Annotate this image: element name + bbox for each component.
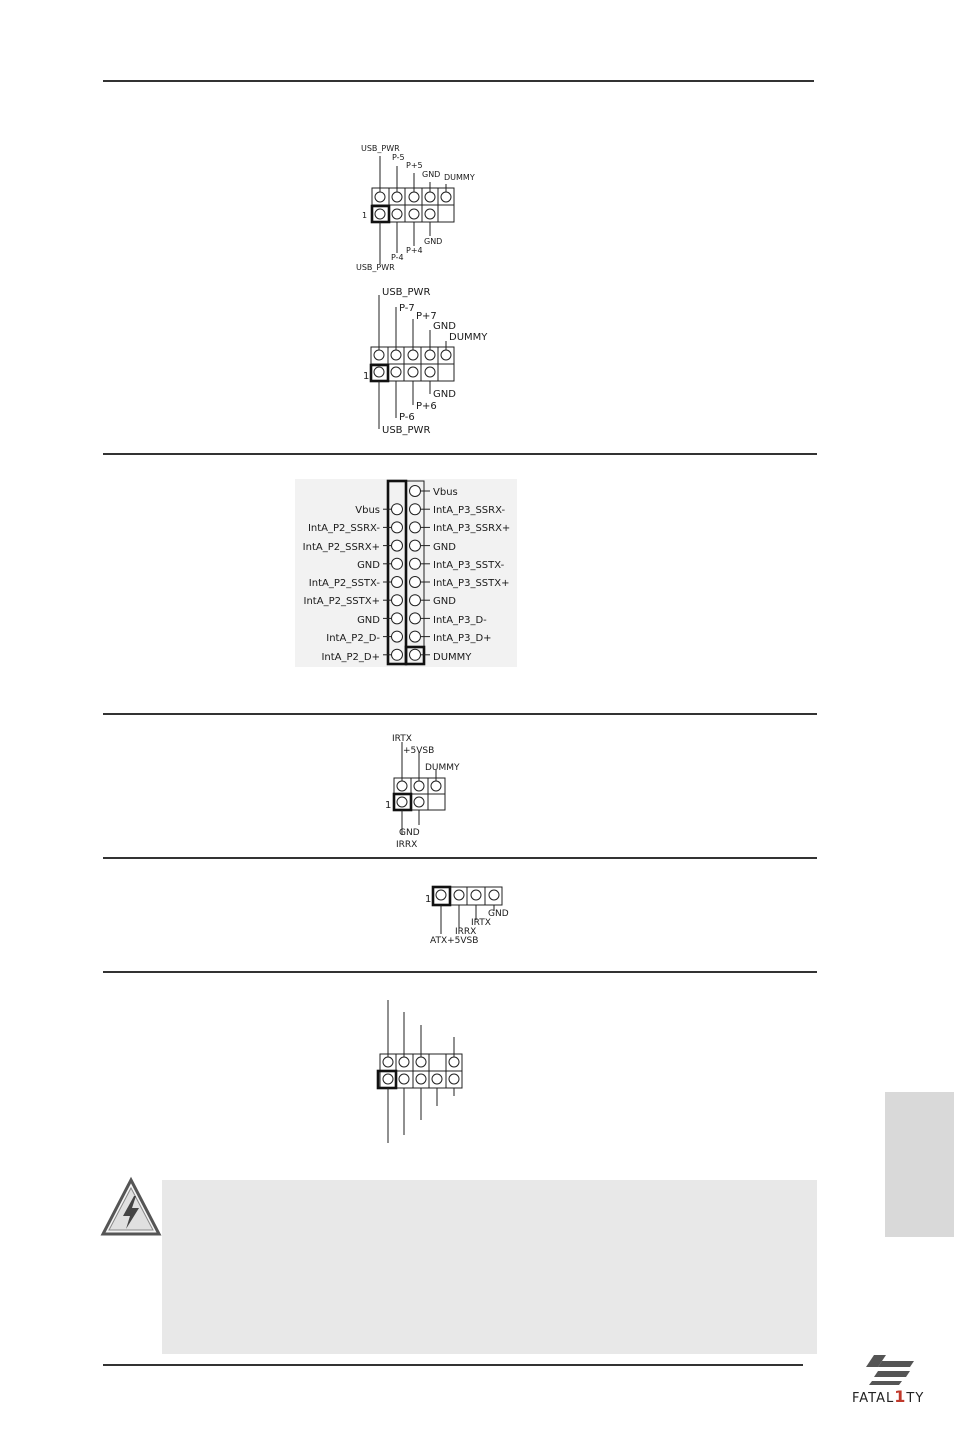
usb2-1-pin1-label: 1 <box>362 211 368 220</box>
usb3-left-pin <box>392 504 403 515</box>
usb3-right-pin <box>410 558 421 569</box>
fatal1ty-logo <box>852 1351 934 1409</box>
usb2-header-1-diagram <box>350 140 490 275</box>
usb2-1-bottom-label: P-4 <box>391 253 404 262</box>
bottom-rule <box>103 1364 803 1366</box>
usb3-left-pin <box>392 558 403 569</box>
usb3-right-pin <box>410 540 421 551</box>
usb3-right-label: GND <box>433 596 456 607</box>
section-divider-3 <box>103 857 817 859</box>
section-divider-4 <box>103 971 817 973</box>
usb3-right-pin <box>410 595 421 606</box>
usb3-right-label: IntA_P3_SSTX- <box>433 560 505 571</box>
cir-label: ATX+5VSB <box>430 936 479 946</box>
ir-header-diagram <box>383 730 483 852</box>
ir-top-label: +5VSB <box>403 746 435 756</box>
usb3-right-pin <box>410 522 421 533</box>
usb2-1-top-label: DUMMY <box>444 173 475 182</box>
usb3-left-label: IntA_P2_SSTX+ <box>303 596 380 607</box>
cir-pin1-label: 1 <box>425 894 432 905</box>
usb3-header-diagram <box>295 479 517 667</box>
usb2-1-top-label: P+5 <box>406 161 423 170</box>
usb2-1-bottom-label: P+4 <box>406 246 423 255</box>
logo-text-a: FATAL <box>852 1391 895 1406</box>
usb2-2-top-label: P+7 <box>416 311 437 322</box>
usb2-1-top-label: P-5 <box>392 153 405 162</box>
usb2-2-top-label: GND <box>433 321 456 332</box>
usb2-2-bottom-label: P-6 <box>399 412 415 423</box>
usb2-2-pin1-label: 1 <box>363 371 370 382</box>
usb3-right-pin <box>410 486 421 497</box>
cir-header-diagram <box>410 882 525 952</box>
usb3-left-pin <box>392 613 403 624</box>
logo-text-b: 1 <box>894 1387 907 1406</box>
usb2-1-top-label: GND <box>422 170 441 179</box>
usb3-left-label: IntA_P2_SSRX+ <box>302 542 380 553</box>
usb3-right-label: IntA_P3_D+ <box>433 633 492 644</box>
usb2-1-bottom-label: GND <box>424 237 443 246</box>
usb3-right-label: IntA_P3_SSRX- <box>433 505 506 516</box>
cir-label: IRTX <box>471 918 491 928</box>
usb3-left-pin <box>392 631 403 642</box>
language-side-tab <box>885 1092 954 1237</box>
usb2-2-bottom-label: P+6 <box>416 401 437 412</box>
top-rule <box>103 80 814 82</box>
cir-label: GND <box>488 909 509 919</box>
usb3-left-label: IntA_P2_D- <box>326 633 380 644</box>
usb3-left-label: GND <box>357 615 380 626</box>
ir-bottom-label: GND <box>399 828 420 838</box>
usb3-left-pin <box>392 649 403 660</box>
fatal1ty-logo-icon <box>852 1351 934 1387</box>
ir-top-label: DUMMY <box>425 763 460 773</box>
usb3-left-label: IntA_P2_SSRX- <box>307 523 380 534</box>
usb2-2-top-label: DUMMY <box>449 332 488 343</box>
cir-label: IRRX <box>455 927 477 937</box>
caution-note-box <box>162 1180 817 1354</box>
usb3-left-label: Vbus <box>355 505 380 516</box>
unlabeled-header-diagram <box>370 995 470 1145</box>
usb2-1-bottom-label: USB_PWR <box>356 263 395 272</box>
usb3-right-label: IntA_P3_SSTX+ <box>433 578 510 589</box>
usb3-left-label: IntA_P2_SSTX- <box>308 578 380 589</box>
caution-triangle-icon <box>99 1176 163 1245</box>
usb3-left-pin <box>392 522 403 533</box>
ir-bottom-label: IRRX <box>396 840 418 850</box>
usb2-2-bottom-label: USB_PWR <box>382 425 431 436</box>
usb3-right-pin <box>410 504 421 515</box>
usb3-left-label: IntA_P2_D+ <box>321 652 380 663</box>
usb3-right-label: DUMMY <box>433 652 472 663</box>
usb3-right-label: IntA_P3_D- <box>433 615 487 626</box>
usb3-right-pin <box>410 577 421 588</box>
usb3-left-pin <box>392 577 403 588</box>
usb3-right-label: Vbus <box>433 487 458 498</box>
usb2-header-2-diagram <box>360 283 505 438</box>
usb3-left-pin <box>392 540 403 551</box>
usb3-right-label: GND <box>433 542 456 553</box>
logo-text-c: TY <box>906 1391 925 1406</box>
section-divider-2 <box>103 713 817 715</box>
usb2-2-bottom-label: GND <box>433 389 456 400</box>
usb3-right-label: IntA_P3_SSRX+ <box>433 523 511 534</box>
usb3-left-pin <box>392 595 403 606</box>
usb3-left-label: GND <box>357 560 380 571</box>
usb3-right-pin <box>410 631 421 642</box>
usb2-2-top-label: P-7 <box>399 303 415 314</box>
usb3-right-pin <box>410 649 421 660</box>
ir-pin1-label: 1 <box>385 800 392 811</box>
section-divider-1 <box>103 453 817 455</box>
usb2-2-top-label: USB_PWR <box>382 287 431 298</box>
usb3-right-pin <box>410 613 421 624</box>
usb2-1-top-label: USB_PWR <box>361 144 400 153</box>
ir-top-label: IRTX <box>392 734 412 744</box>
